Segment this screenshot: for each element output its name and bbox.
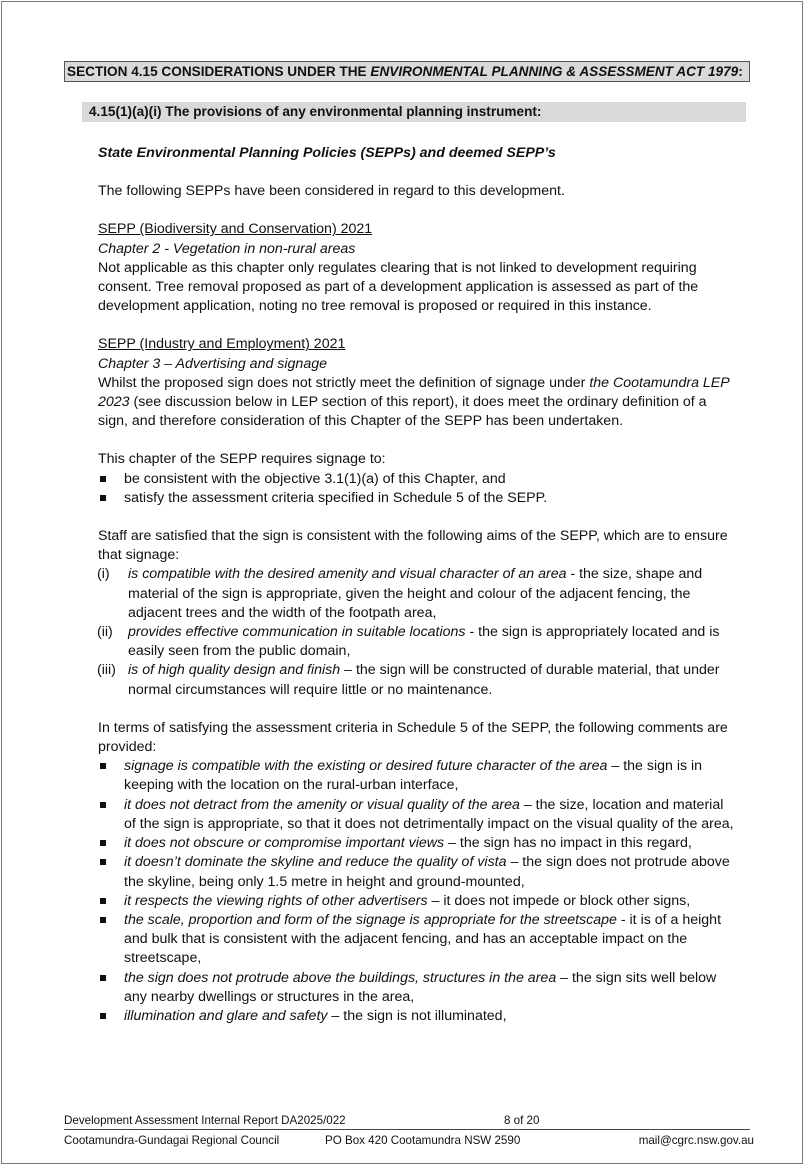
aims-lead: Staff are satisfied that the sign is consistent with the following aims of the SEPP, which are to ensure that signage: <box>98 528 728 564</box>
footer-divider <box>64 1129 750 1130</box>
biodiversity-title: SEPP (Biodiversity and Conservation) 2021 <box>98 221 373 238</box>
bullet-square-icon <box>100 763 106 769</box>
section-header-suffix: : <box>738 64 743 79</box>
sepp-heading: State Environmental Planning Policies (SEPPs) and deemed SEPP’s <box>98 145 556 161</box>
aims-list <box>98 565 738 699</box>
biodiversity-body: Not applicable as this chapter only regulates clearing that is not linked to development requiring consent. Tree removal proposed as part of a development application is assessed as part of the development application, noting no tree removal is proposed or required in this instance. <box>98 259 699 315</box>
bullet-square-icon <box>100 840 106 846</box>
list-item: satisfy the assessment criteria specified in Schedule 5 of the SEPP. <box>98 489 738 508</box>
bullet-square-icon <box>100 975 106 981</box>
list-item: be consistent with the objective 3.1(1)(a) of this Chapter, and <box>98 470 738 489</box>
intro-paragraph: The following SEPPs have been considered in regard to this development. <box>98 183 565 200</box>
requires-list <box>98 470 738 508</box>
requires-lead: This chapter of the SEPP requires signage to: <box>98 451 386 468</box>
bullet-square-icon <box>100 495 106 501</box>
list-item: (i) is compatible with the desired amenity and visual character of an area - the size, shape and material of the sign is appropriate, given the height and colour of the adjacent fencing, the adjacent trees and the width of the footpath area, <box>97 566 703 621</box>
subsection-header: 4.15(1)(a)(i) The provisions of any environmental planning instrument: <box>82 102 746 122</box>
industry-body: Whilst the proposed sign does not strictly meet the definition of signage under the Cootamundra LEP 2023 (see discussion below in LEP section of this report), it does meet the ordinary definition of a sign, and therefore consideration of this Chapter of the SEPP has been undertaken. <box>98 374 730 430</box>
bullet-square-icon <box>100 917 106 923</box>
list-item: the sign does not protrude above the buildings, structures in the area – the sign sits well below any nearby dwellings or structures in the area, <box>98 969 738 1007</box>
footer-report-title: Development Assessment Internal Report DA2025/022 <box>64 1114 346 1127</box>
footer-page-number: 8 of 20 <box>504 1114 540 1127</box>
list-item: (ii) provides effective communication in suitable locations - the sign is appropriately located and is easily seen from the public domain, <box>97 624 720 660</box>
footer-address: PO Box 420 Cootamundra NSW 2590 <box>325 1134 521 1147</box>
industry-title: SEPP (Industry and Employment) 2021 <box>98 336 346 353</box>
industry-chapter: Chapter 3 – Advertising and signage <box>98 355 327 372</box>
list-item: illumination and glare and safety – the sign is not illuminated, <box>98 1007 738 1026</box>
list-item: the scale, proportion and form of the signage is appropriate for the streetscape - it is of a height and bulk that is consistent with the adjacent fencing, and has an acceptable impact on the streetscape, <box>98 911 738 969</box>
bullet-square-icon <box>100 476 106 482</box>
bullet-square-icon <box>100 1013 106 1019</box>
list-item: it doesn’t dominate the skyline and reduce the quality of vista – the sign does not protrude above the skyline, being only 1.5 metre in height and ground-mounted, <box>98 853 738 891</box>
footer-email: mail@cgrc.nsw.gov.au <box>638 1134 754 1147</box>
criteria-lead: In terms of satisfying the assessment criteria in Schedule 5 of the SEPP, the following comments are provided: <box>98 719 728 756</box>
bullet-square-icon <box>100 898 106 904</box>
section-header <box>64 61 750 82</box>
section-header-act-name: ENVIRONMENTAL PLANNING & ASSESSMENT ACT 1979 <box>370 64 739 79</box>
document-body <box>98 144 738 1026</box>
list-item: (iii) is of high quality design and finish – the sign will be constructed of durable material, that under normal circumstances will require little or no maintenance. <box>97 662 720 698</box>
section-header-prefix: SECTION 4.15 CONSIDERATIONS UNDER THE <box>67 64 371 79</box>
bullet-square-icon <box>100 802 106 808</box>
criteria-list <box>98 757 738 1026</box>
footer-council-name: Cootamundra-Gundagai Regional Council <box>64 1134 280 1147</box>
biodiversity-chapter: Chapter 2 - Vegetation in non-rural areas <box>98 240 356 257</box>
list-item: it respects the viewing rights of other advertisers – it does not impede or block other signs, <box>98 892 738 911</box>
bullet-square-icon <box>100 859 106 865</box>
list-item: it does not obscure or compromise important views – the sign has no impact in this regard, <box>98 834 738 853</box>
list-item: signage is compatible with the existing or desired future character of the area – the sign is in keeping with the location on the rural-urban interface, <box>98 757 738 795</box>
list-item: it does not detract from the amenity or visual quality of the area – the size, location and material of the sign is appropriate, so that it does not detrimentally impact on the visual quality of the area, <box>98 796 738 834</box>
